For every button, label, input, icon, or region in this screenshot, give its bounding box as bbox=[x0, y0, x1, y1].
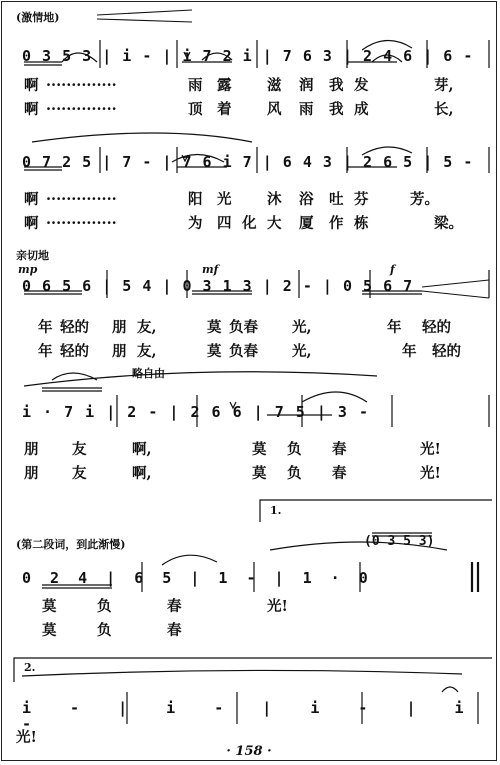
s4-l1-syl: 春 bbox=[332, 441, 347, 458]
s5-l1-syl: 负 bbox=[97, 598, 112, 615]
s1-l2-syl: 风 bbox=[267, 101, 282, 118]
s2-l2-syl: 厦 bbox=[299, 215, 314, 232]
s2-l2-syl: 大 bbox=[267, 215, 282, 232]
s2-l1-syl: 芳。 bbox=[410, 191, 439, 208]
s2-l2-syl: ·············· bbox=[46, 215, 117, 232]
system2-notes: 0 7 2 5 | 7 - | 7 6 i 7 | 6 4 3 | 2 6 5 | 5 - bbox=[22, 153, 473, 171]
s4-l1-syl: 啊, bbox=[132, 441, 152, 458]
s3-l2-syl: 朋 bbox=[112, 343, 127, 360]
s3-l1-syl: 光, bbox=[292, 319, 312, 336]
volta1-bracket bbox=[260, 500, 492, 522]
s1-l2-syl: 顶 bbox=[188, 101, 203, 118]
dynamic-mp: mp bbox=[18, 263, 38, 276]
s4-l1-syl: 朋 bbox=[24, 441, 39, 458]
s2-l1-syl: 芬 bbox=[354, 191, 369, 208]
s4-l2-syl: 莫 bbox=[252, 465, 267, 482]
s1-l2-syl: 我 bbox=[329, 101, 344, 118]
s5-l2-syl: 春 bbox=[167, 622, 182, 639]
s3-l1-syl: 友, bbox=[137, 319, 157, 336]
s4-l2-syl: 友 bbox=[72, 465, 87, 482]
s3-l2-syl: 轻的 bbox=[432, 343, 461, 360]
s1-l2-syl: 啊 bbox=[24, 101, 39, 118]
s2-l2-syl: 栋 bbox=[354, 215, 369, 232]
s2-l1-syl: 浴 bbox=[299, 191, 314, 208]
s2-l1-syl: 沐 bbox=[267, 191, 282, 208]
expression-mark: (激情地) bbox=[16, 11, 60, 24]
s2-l1-syl: ·············· bbox=[46, 191, 117, 208]
s3-l1-syl: 负春 bbox=[229, 319, 258, 336]
second-verse-note: (第二段词，到此渐慢) bbox=[16, 538, 126, 551]
s2-l2-syl: 化 bbox=[242, 215, 257, 232]
system5-notes: 0 2 4 | 6 5 | 1 - | 1 · 0 bbox=[22, 569, 368, 587]
s2-l2-syl: 作 bbox=[329, 215, 344, 232]
s2-l1-syl: 阳 bbox=[188, 191, 203, 208]
expression-mark-rubato: 略自由 bbox=[132, 367, 165, 380]
s1-l2-syl: 长, bbox=[434, 101, 454, 118]
system1-notes: 0 3 5 3 | i - | i 7 2 i | 7 6 3 | 2 4 6 | 6 - bbox=[22, 47, 473, 65]
s1-l1-syl: 芽, bbox=[434, 77, 454, 94]
dynamic-f: f bbox=[390, 263, 395, 276]
score-page bbox=[1, 1, 497, 761]
s4-l2-syl: 光! bbox=[420, 465, 441, 482]
s3-l1-syl: 莫 bbox=[207, 319, 222, 336]
system4-notes: i · 7 i | 2 - | 2 6 6 | 7 5 | 3 - bbox=[22, 403, 369, 421]
volta2-label: 2. bbox=[24, 661, 36, 674]
s3-l2-syl: 负春 bbox=[229, 343, 258, 360]
s5-l1-syl: 光! bbox=[267, 598, 288, 615]
s5-l2-syl: 负 bbox=[97, 622, 112, 639]
s3-l1-syl: 年 bbox=[387, 319, 402, 336]
s2-l1-syl: 啊 bbox=[24, 191, 39, 208]
s5-l2-syl: 莫 bbox=[42, 622, 57, 639]
system6-notes: i - | i - | i - | i - bbox=[22, 699, 464, 733]
s1-l2-syl: 成 bbox=[354, 101, 369, 118]
s4-l1-syl: 友 bbox=[72, 441, 87, 458]
dynamic-mf: mf bbox=[202, 263, 219, 276]
s4-l1-syl: 莫 bbox=[252, 441, 267, 458]
s4-l2-syl: 负 bbox=[287, 465, 302, 482]
s5-l1-syl: 莫 bbox=[42, 598, 57, 615]
s5-l1-syl: 春 bbox=[167, 598, 182, 615]
s1-l1-syl: 雨 bbox=[188, 77, 203, 94]
s1-l2-syl: 雨 bbox=[299, 101, 314, 118]
s2-l1-syl: 光 bbox=[217, 191, 232, 208]
s3-l2-syl: 莫 bbox=[207, 343, 222, 360]
s1-l1-syl: 我 bbox=[329, 77, 344, 94]
expression-mark-tender: 亲切地 bbox=[16, 249, 49, 262]
s3-l2-syl: 年 bbox=[402, 343, 417, 360]
s3-l2-syl: 友, bbox=[137, 343, 157, 360]
s1-l1-syl: 啊 bbox=[24, 77, 39, 94]
pickup-notes: (0 3 5 3) bbox=[364, 534, 435, 549]
s1-l1-syl: ·············· bbox=[46, 77, 117, 94]
s1-l1-syl: 露 bbox=[217, 77, 232, 94]
s4-l2-syl: 啊, bbox=[132, 465, 152, 482]
s3-l1-syl: 年 bbox=[38, 319, 53, 336]
s3-l1-syl: 轻的 bbox=[60, 319, 89, 336]
s1-l2-syl: ·············· bbox=[46, 101, 117, 118]
s3-l1-syl: 朋 bbox=[112, 319, 127, 336]
page-number: · 158 · bbox=[226, 744, 272, 759]
s1-l1-syl: 润 bbox=[299, 77, 314, 94]
s2-l2-syl: 四 bbox=[217, 215, 232, 232]
s4-l2-syl: 春 bbox=[332, 465, 347, 482]
s2-l2-syl: 梁。 bbox=[434, 215, 463, 232]
s3-l2-syl: 年 bbox=[38, 343, 53, 360]
s1-l2-syl: 着 bbox=[217, 101, 232, 118]
s3-l1-syl: 轻的 bbox=[422, 319, 451, 336]
s4-l2-syl: 朋 bbox=[24, 465, 39, 482]
volta1-label: 1. bbox=[270, 504, 282, 517]
s1-l1-syl: 发 bbox=[354, 77, 369, 94]
s2-l2-syl: 啊 bbox=[24, 215, 39, 232]
s6-l1-syl: 光! bbox=[16, 729, 37, 746]
s2-l1-syl: 吐 bbox=[329, 191, 344, 208]
s1-l1-syl: 滋 bbox=[267, 77, 282, 94]
s3-l2-syl: 轻的 bbox=[60, 343, 89, 360]
system3-notes: 0 6 5 6 | 5 4 | 0 3 1 3 | 2 - | 0 5 6 7 bbox=[22, 277, 413, 295]
s4-l1-syl: 负 bbox=[287, 441, 302, 458]
s3-l2-syl: 光, bbox=[292, 343, 312, 360]
s4-l1-syl: 光! bbox=[420, 441, 441, 458]
s2-l2-syl: 为 bbox=[188, 215, 203, 232]
